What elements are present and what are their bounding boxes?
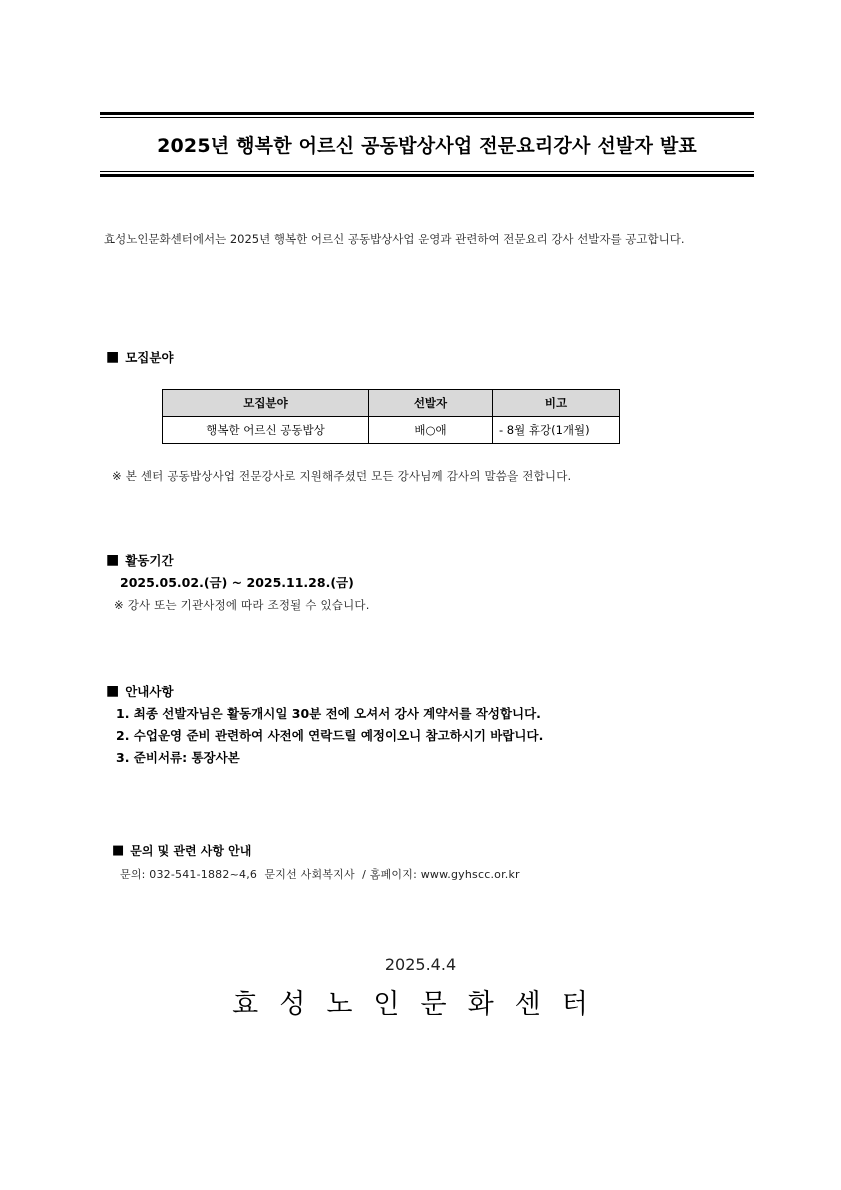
section-heading-label: 안내사항 — [125, 684, 174, 699]
recruitment-note: ※ 본 센터 공동밥상사업 전문강사로 지원해주셨던 모든 강사님께 감사의 말씀을 전합니다. — [112, 469, 572, 483]
square-bullet-icon: ■ — [106, 683, 120, 699]
table-header-row — [163, 390, 620, 417]
section-heading-guide — [106, 682, 174, 700]
table-cell: - 8월 휴강(1개월) — [493, 417, 620, 444]
contact-line: 문의: 032-541-1882~4,6 문지선 사회복지사 / 홈페이지: www.gyhscc.or.kr — [120, 868, 520, 881]
table-cell: 행복한 어르신 공동밥상 — [163, 417, 369, 444]
guide-item: 2. 수업운영 준비 관련하여 사전에 연락드릴 예정이오니 참고하시기 바랍니다. — [116, 728, 544, 743]
square-bullet-icon: ■ — [112, 843, 125, 858]
top-rule-thick — [100, 112, 754, 115]
section-heading-period — [106, 551, 174, 569]
table-cell: 배○애 — [369, 417, 493, 444]
bottom-rule-thick — [100, 174, 754, 177]
square-bullet-icon: ■ — [106, 552, 120, 568]
top-rule-thin — [100, 117, 754, 118]
guide-item: 1. 최종 선발자님은 활동개시일 30분 전에 오셔서 강사 계약서를 작성합니다. — [116, 706, 541, 721]
intro-paragraph: 효성노인문화센터에서는 2025년 행복한 어르신 공동밥상사업 운영과 관련하여 전문요리 강사 선발자를 공고합니다. — [104, 232, 685, 246]
period-note: ※ 강사 또는 기관사정에 따라 조정될 수 있습니다. — [114, 598, 370, 612]
table-header-cell: 선발자 — [369, 390, 493, 417]
page-title: 2025년 행복한 어르신 공동밥상사업 전문요리강사 선발자 발표 — [157, 135, 697, 157]
organization-name: 효성노인문화센터 — [232, 989, 609, 1020]
section-heading-label: 문의 및 관련 사항 안내 — [130, 844, 252, 858]
section-heading-recruitment — [106, 348, 174, 366]
bottom-rule-thin — [100, 171, 754, 172]
section-heading-label: 활동기간 — [125, 553, 174, 568]
guide-item: 3. 준비서류: 통장사본 — [116, 750, 240, 765]
section-heading-contact — [112, 842, 251, 859]
table-header-cell: 비고 — [493, 390, 620, 417]
table-header-cell: 모집분야 — [163, 390, 369, 417]
square-bullet-icon: ■ — [106, 349, 120, 365]
period-range: 2025.05.02.(금) ~ 2025.11.28.(금) — [120, 575, 354, 590]
issue-date: 2025.4.4 — [384, 955, 457, 974]
section-heading-label: 모집분야 — [125, 350, 174, 365]
title-block — [100, 112, 754, 177]
table-row — [163, 417, 620, 444]
recruitment-table — [162, 389, 620, 444]
